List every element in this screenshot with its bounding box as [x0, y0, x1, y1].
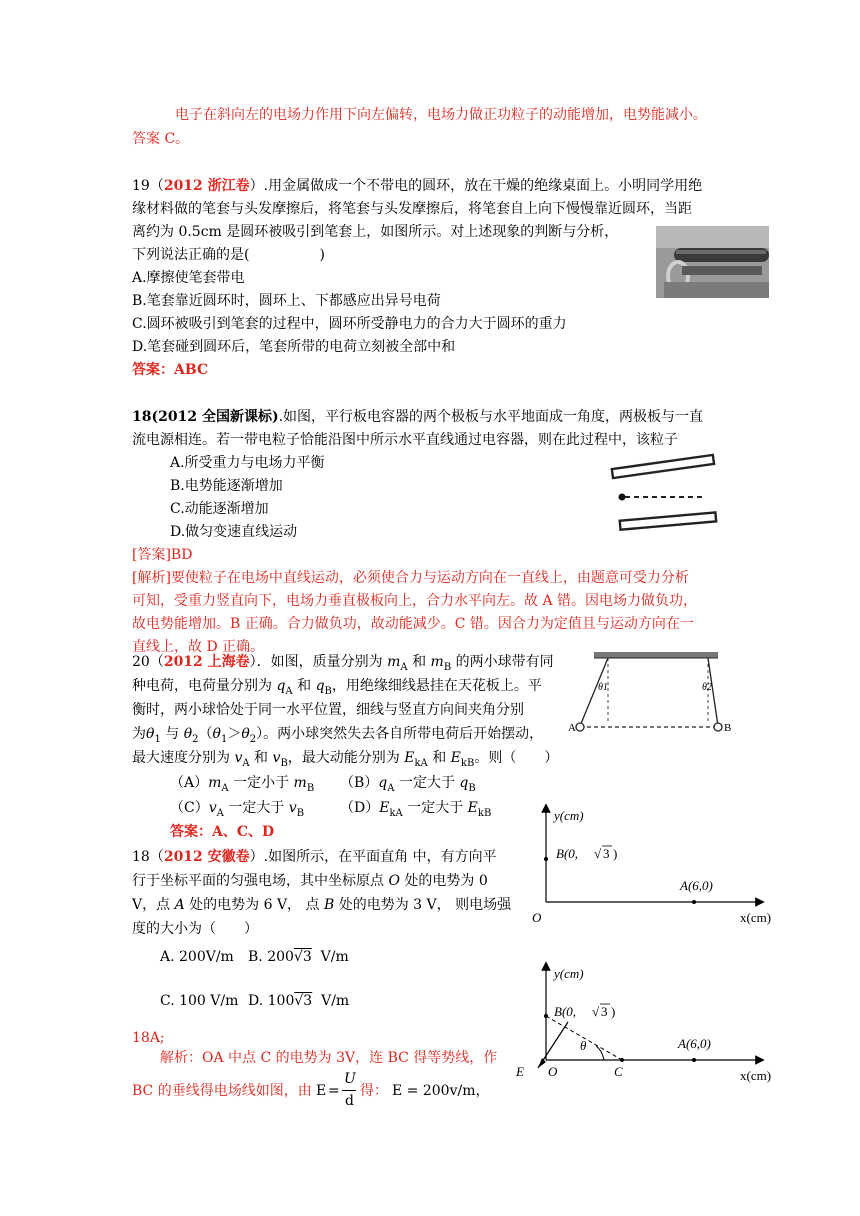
graph2-sqrt3: 3: [601, 1004, 608, 1019]
q20-option-b: $(B)q_A$ 一定大于 $q_B$: [340, 775, 476, 794]
prev-answer-line2: 答案 C。: [132, 131, 190, 147]
q19-answer: 答案：ABC: [132, 362, 209, 378]
capacitor-figure: [606, 452, 720, 532]
q18b-line2: 行于坐标平面的匀强电场，其中坐标原点 O 处的电势为 0: [132, 873, 488, 889]
q18a-analysis-4: 直线上，故 D 正确。: [132, 639, 265, 655]
q18b-answer: 18A;: [132, 1030, 165, 1046]
pendulum-figure: [568, 652, 738, 734]
graph2-origin: O: [548, 1064, 558, 1079]
ball-a-label: A: [568, 722, 576, 734]
q20-answer: 答案：A、C、D: [170, 824, 275, 840]
q18a-option-d: D.做匀变速直线运动: [170, 524, 298, 540]
q18b-line1: 18（2012 安徽卷）.如图所示，在平面直角 中，有方向平: [132, 849, 497, 865]
graph1-b-label: B(0,: [556, 846, 579, 861]
q18b-option-a: A. 200V/m: [160, 949, 234, 965]
graph2-e-label: E: [516, 1064, 524, 1079]
graph2-b-label: B(0,: [554, 1004, 577, 1019]
ball-b-label: B: [724, 722, 732, 734]
q19-option-b: B.笔套靠近圆环时，圆环上、下都感应出异号电荷: [132, 293, 441, 309]
q18b-line4: 度的大小为（ ）: [132, 921, 258, 937]
formula-e-equals-u-over-d: E = U d 得： E = 200v/m，: [316, 1071, 490, 1109]
svg-text:): ): [611, 1004, 616, 1019]
graph1-origin: O: [532, 910, 542, 925]
graph1-a-label: A(6,0): [680, 878, 713, 893]
graph2-y-label: y(cm): [554, 966, 584, 981]
q19-option-a: A.摩擦使笔套带电: [132, 270, 245, 286]
q19-option-d: D.笔套碰到圆环后，笔套所带的电荷立刻被全部中和: [132, 339, 456, 355]
q19-line3: 离约为 0.5cm 是圆环被吸引到笔套上，如图所示。对上述现象的判断与分析，: [132, 224, 619, 240]
q18b-option-c: C. 100 V/m: [160, 993, 239, 1009]
theta1-label: θ1: [598, 682, 608, 693]
q18a-analysis-3: 故电势能增加。B 正确。合力做负功，故动能减少。C 错。因合力为定值且与运动方向在一: [132, 616, 694, 632]
graph1-x-label: x(cm): [740, 910, 772, 925]
q19-option-c: C.圆环被吸引到笔套的过程中，圆环所受静电力的合力大于圆环的重力: [132, 316, 567, 332]
q18a-analysis-1: [解析]要使粒子在电场中直线运动，必须使合力与运动方向在一直线上，由题意可受力分析: [132, 570, 689, 586]
q18b-option-d: D. 100√3 V/m: [248, 993, 350, 1009]
pen-ring-photo: [656, 226, 769, 298]
graph1-y-label: y(cm): [554, 808, 584, 823]
q18a-analysis-2: 可知，受重力竖直向下，电场力垂直极板向上，合力水平向左。故 A 错。因电场力做负功，: [132, 593, 698, 609]
q19-line4: 下列说法正确的是( ): [132, 247, 325, 263]
q18a-line2: 流电源相连。若一带电粒子恰能沿图中所示水平直线通过电容器，则在此过程中，该粒子: [132, 432, 678, 448]
graph2-theta: θ: [580, 1038, 587, 1053]
q20-option-d: $(D)E_{kA}$ 一定大于 $E_{kB}$: [340, 800, 492, 819]
q20-line3: 衡时，两小球恰处于同一水平位置，细线与竖直方向间夹角分别: [132, 702, 524, 718]
svg-text:): ): [613, 846, 618, 861]
q20-option-a: $(A)m_A$ 一定小于 $m_B$: [170, 775, 315, 794]
graph2-c-label: C: [614, 1064, 623, 1079]
graph1-sqrt3: 3: [603, 846, 610, 861]
q18b-analysis-2: BC 的垂线得电场线如图，由: [132, 1083, 312, 1099]
q20-line4: 为$\theta_1$ 与 $\theta_2(\theta_1>\theta_2)$。两小球突然失去各自所带电荷后开始摆动，: [132, 726, 544, 745]
graph-2: [510, 960, 782, 1090]
q20-option-c: $(C)v_A$ 一定大于 $v_B$: [170, 800, 305, 819]
q18a-option-b: B.电势能逐渐增加: [170, 478, 283, 494]
theta2-label: θ2: [702, 682, 712, 693]
prev-answer-line1: 电子在斜向左的电场力作用下向左偏转，电场力做正功粒子的动能增加，电势能减小。: [175, 107, 707, 123]
q20-line2: 种电荷，电荷量分别为 $q_A$ 和 $q_B$，用绝缘细线悬挂在天花板上。平: [132, 678, 542, 697]
q18b-analysis-1: 解析：OA 中点 C 的电势为 3V，连 BC 得等势线，作: [160, 1050, 498, 1066]
graph2-a-label: A(6,0): [678, 1036, 711, 1051]
graph-1: [522, 804, 782, 934]
q19-line2: 缘材料做的笔套与头发摩擦后，将笔套与头发摩擦后，将笔套自上向下慢慢靠近圆环，当距: [132, 201, 692, 217]
q18a-option-c: C.动能逐渐增加: [170, 501, 269, 517]
svg-text:√: √: [594, 846, 602, 861]
q18a-option-a: A.所受重力与电场力平衡: [170, 455, 325, 471]
q20-line1: 20（2012 上海卷）．如图，质量分别为 $m_A$ 和 $m_B$ 的两小球带有同: [132, 654, 554, 673]
q18b-option-b: B. 200√3 V/m: [248, 949, 349, 965]
q20-line5: 最大速度分别为 $v_A$ 和 $v_B$，最大动能分别为 $E_{kA}$ 和 $E_{kB}$。则（ ）: [132, 750, 559, 769]
graph2-x-label: x(cm): [740, 1068, 772, 1083]
q18a-answer: [答案]BD: [132, 547, 193, 563]
svg-text:√: √: [592, 1004, 600, 1019]
q18b-line3: V，点 A 处的电势为 6 V， 点 B 处的电势为 3 V， 则电场强: [132, 897, 512, 913]
q18a-line1: 18(2012 全国新课标).如图，平行板电容器的两个极板与水平地面成一角度，两极板与一直: [132, 409, 704, 425]
q19-line1: 19（2012 浙江卷）.用金属做成一个不带电的圆环，放在干燥的绝缘桌面上。小明同学用绝: [132, 178, 703, 194]
